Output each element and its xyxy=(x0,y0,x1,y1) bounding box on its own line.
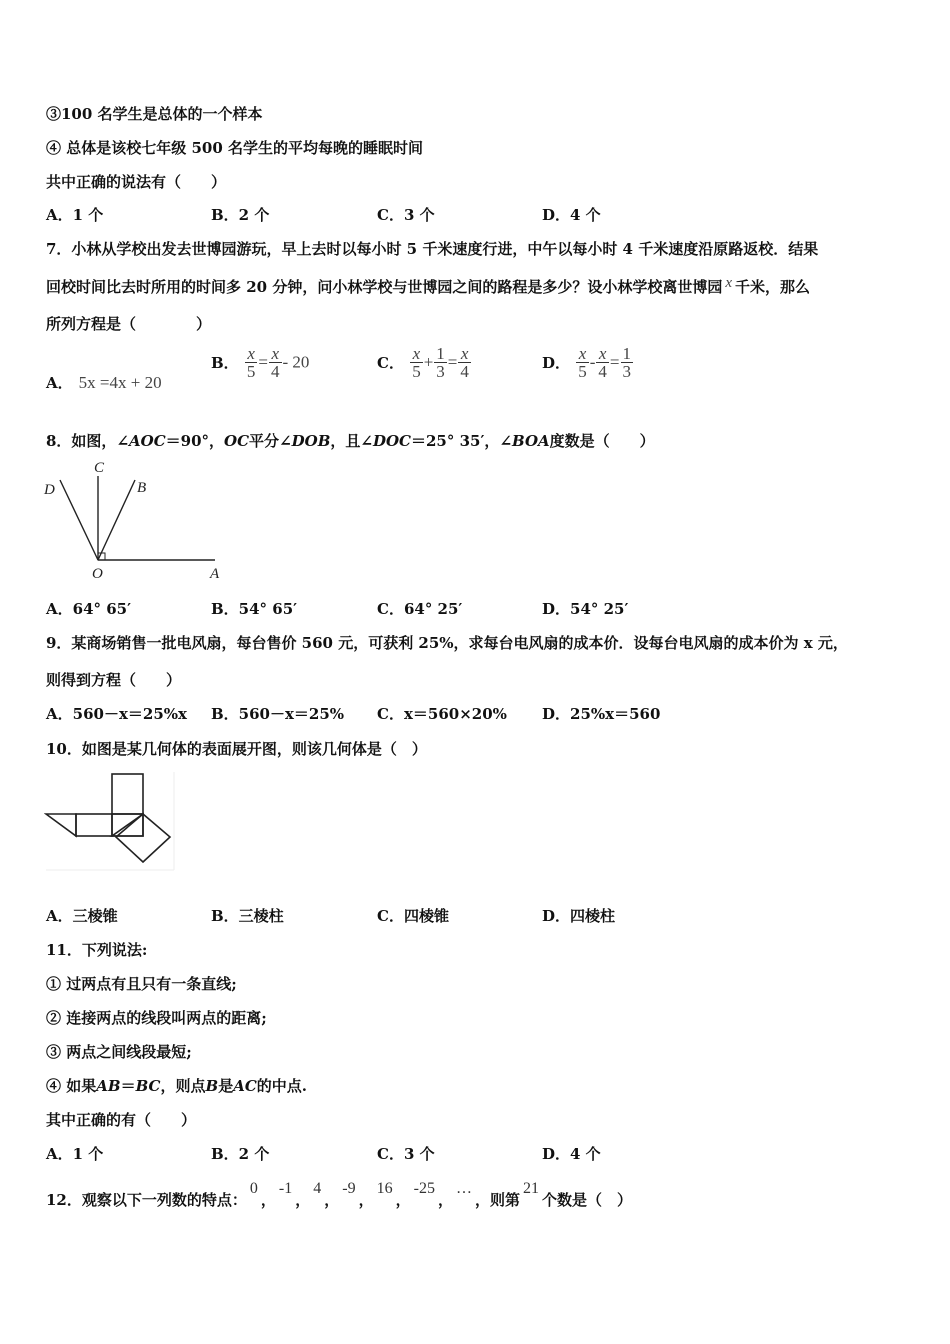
denominator: 5 xyxy=(246,362,256,381)
denominator: 3 xyxy=(622,362,632,381)
q7-option-d xyxy=(542,345,634,380)
q6-question: 共中正确的说法有（ ） xyxy=(46,173,227,191)
q7-variable-x: x xyxy=(725,275,732,291)
q8-angle-aoc: ∠AOC xyxy=(116,432,166,450)
q7-d-fraction-1 xyxy=(576,345,589,380)
q12-line-1 xyxy=(46,1180,632,1210)
q11-statement-1: ① 过两点有且只有一条直线; xyxy=(46,975,237,993)
q7-line-2-text: 回校时间比去时所用的时间多 20 分钟，问小林学校与世博园之间的路程是多少？设小林学校离世博园 xyxy=(46,278,723,296)
q9-line-2: 则得到方程（ ） xyxy=(46,671,182,689)
q11-statement-2: ② 连接两点的线段叫两点的距离; xyxy=(46,1009,267,1027)
q7-option-c xyxy=(377,345,472,380)
net-left-triangle xyxy=(46,814,76,836)
q11-option-b: B．2 个 xyxy=(211,1145,270,1163)
q7-b-tail: - 20 xyxy=(282,352,310,372)
q7-option-c-label: C． xyxy=(377,354,404,372)
q10-option-d: D．四棱柱 xyxy=(542,907,616,925)
numerator: x xyxy=(410,345,423,363)
q7-line-3: 所列方程是（ ） xyxy=(46,315,212,333)
numerator: x xyxy=(576,345,589,363)
q8-option-d: D．54° 25′ xyxy=(542,600,629,618)
segment-ac: AC xyxy=(233,1077,257,1095)
q7-option-b xyxy=(211,345,309,380)
q8-text: 8．如图， xyxy=(46,432,117,450)
q11-question: 其中正确的有（ ） xyxy=(46,1111,197,1129)
q7-option-a-equation: 5x =4x + 20 xyxy=(78,373,162,392)
label-c: C xyxy=(94,460,105,476)
q12-term-7: … xyxy=(455,1180,472,1197)
q8-text: ＝25° 35′， xyxy=(411,432,500,450)
q12-term-4: -9 xyxy=(342,1180,356,1197)
q6-option-b: B．2 个 xyxy=(211,206,270,224)
q11-statement-3: ③ 两点之间线段最短; xyxy=(46,1043,192,1061)
q7-option-a xyxy=(46,372,162,393)
q7-option-b-label: B． xyxy=(211,354,239,372)
q10-option-b: B．三棱柱 xyxy=(211,907,284,925)
point-b: B xyxy=(205,1077,219,1095)
numerator: x xyxy=(269,345,282,363)
q12-mid: ，则第 xyxy=(474,1191,520,1209)
q8-option-a: A．64° 65′ xyxy=(46,600,132,618)
denominator: 3 xyxy=(436,362,445,381)
label-b: B xyxy=(137,480,147,496)
q6-option-d: D．4 个 xyxy=(542,206,601,224)
q11-line-1: 11．下列说法: xyxy=(46,941,148,959)
q6-statement-4: ④ 总体是该校七年级 500 名学生的平均每晚的睡眠时间 xyxy=(46,139,423,157)
label-a: A xyxy=(210,566,220,582)
separator: ， xyxy=(437,1191,453,1209)
q11-s4-text: 是 xyxy=(218,1077,234,1095)
q12-term-6: -25 xyxy=(413,1180,435,1197)
q8-option-b: B．54° 65′ xyxy=(211,600,298,618)
q11-s4-text: ④ 如果 xyxy=(46,1077,97,1095)
q9-line-1: 9．某商场销售一批电风扇，每台售价 560 元，可获利 25%，求每台电风扇的成本价．设每台电风扇的成本价为 x 元， xyxy=(46,634,848,652)
label-o: O xyxy=(92,566,103,582)
q11-s4-text: 的中点. xyxy=(256,1077,308,1095)
q7-option-d-label: D． xyxy=(542,354,571,372)
separator: ， xyxy=(358,1191,374,1209)
q7-c-fraction-1 xyxy=(410,345,423,380)
q8-ray-oc: OC xyxy=(224,432,250,450)
equals-sign: = xyxy=(447,352,458,372)
numerator: x xyxy=(458,345,471,363)
segment-ab: AB xyxy=(96,1077,121,1095)
separator: ， xyxy=(324,1191,340,1209)
q8-text: ，且 xyxy=(330,432,361,450)
q12-term-3: 4 xyxy=(313,1180,322,1197)
q7-line-2 xyxy=(46,276,810,297)
q12-term-2: -1 xyxy=(278,1180,293,1197)
equals-sign: = xyxy=(258,352,269,372)
minus-sign: - xyxy=(589,352,596,372)
segment-bc: BC xyxy=(135,1077,161,1095)
q10-line-1: 10．如图是某几何体的表面展开图，则该几何体是（ ） xyxy=(46,740,427,758)
q11-statement-4 xyxy=(46,1075,307,1096)
net-face-left xyxy=(76,814,112,836)
q8-angle-doc: ∠DOC xyxy=(360,432,411,450)
q9-option-c: C．x＝560×20% xyxy=(377,705,507,723)
q12-position: 21 xyxy=(522,1180,539,1197)
denominator: 4 xyxy=(460,362,469,381)
q8-angle-boa: ∠BOA xyxy=(499,432,550,450)
q12-term-1: 0 xyxy=(249,1180,258,1197)
q8-text: 度数是（ ） xyxy=(549,432,655,450)
numerator: x xyxy=(245,345,258,363)
equals-sign: = xyxy=(609,352,620,372)
numerator: 1 xyxy=(436,344,445,363)
q12-prefix: 12．观察以下一列数的特点： xyxy=(46,1191,247,1209)
q6-option-a: A．1 个 xyxy=(46,206,104,224)
q10-option-a: A．三棱锥 xyxy=(46,907,118,925)
q8-line-1 xyxy=(46,430,655,451)
q7-b-fraction-2 xyxy=(269,345,282,380)
separator: ， xyxy=(260,1191,276,1209)
q7-option-a-label: A． xyxy=(46,374,73,392)
q9-option-b: B．560－x＝25% xyxy=(211,705,345,723)
q11-option-c: C．3 个 xyxy=(377,1145,435,1163)
q12-suffix: 个数是（ ） xyxy=(541,1191,632,1209)
q10-net-figure xyxy=(44,770,179,872)
q11-option-d: D．4 个 xyxy=(542,1145,601,1163)
q7-d-fraction-2 xyxy=(596,345,609,380)
q11-s4-text: ，则点 xyxy=(160,1077,206,1095)
q9-option-d: D．25%x＝560 xyxy=(542,705,661,723)
plus-sign: + xyxy=(423,352,434,372)
denominator: 4 xyxy=(271,362,280,381)
q8-option-c: C．64° 25′ xyxy=(377,600,463,618)
net-face-top xyxy=(112,774,143,814)
separator: ， xyxy=(295,1191,311,1209)
q10-option-c: C．四棱锥 xyxy=(377,907,449,925)
q7-d-fraction-3 xyxy=(621,345,634,380)
q7-line-2-tail: 千米，那么 xyxy=(735,278,811,296)
q8-angle-dob: ∠DOB xyxy=(279,432,331,450)
denominator: 5 xyxy=(578,362,587,381)
q7-line-1: 7．小林从学校出发去世博园游玩，早上去时以每小时 5 千米速度行进，中午以每小时 4 千米速度沿原路返校．结果 xyxy=(46,240,819,258)
q6-option-c: C．3 个 xyxy=(377,206,435,224)
numerator: 1 xyxy=(622,344,632,363)
q12-term-5: 16 xyxy=(376,1180,393,1197)
numerator: x xyxy=(596,345,609,363)
denominator: 4 xyxy=(598,362,607,381)
q11-s4-text: ＝ xyxy=(120,1077,136,1095)
denominator: 5 xyxy=(412,362,421,381)
label-d: D xyxy=(44,482,55,498)
q8-angle-figure xyxy=(40,456,230,584)
ray-ob xyxy=(98,480,135,560)
q11-option-a: A．1 个 xyxy=(46,1145,104,1163)
q7-b-fraction-1 xyxy=(245,345,258,380)
q6-statement-3: ③100 名学生是总体的一个样本 xyxy=(46,105,263,123)
q8-text: 平分 xyxy=(249,432,280,450)
q9-option-a: A．560－x＝25%x xyxy=(46,705,187,723)
q7-c-fraction-2 xyxy=(434,345,447,380)
ray-od xyxy=(60,480,98,560)
q7-c-fraction-3 xyxy=(458,345,471,380)
q8-text: ＝90°， xyxy=(165,432,225,450)
separator: ， xyxy=(395,1191,411,1209)
